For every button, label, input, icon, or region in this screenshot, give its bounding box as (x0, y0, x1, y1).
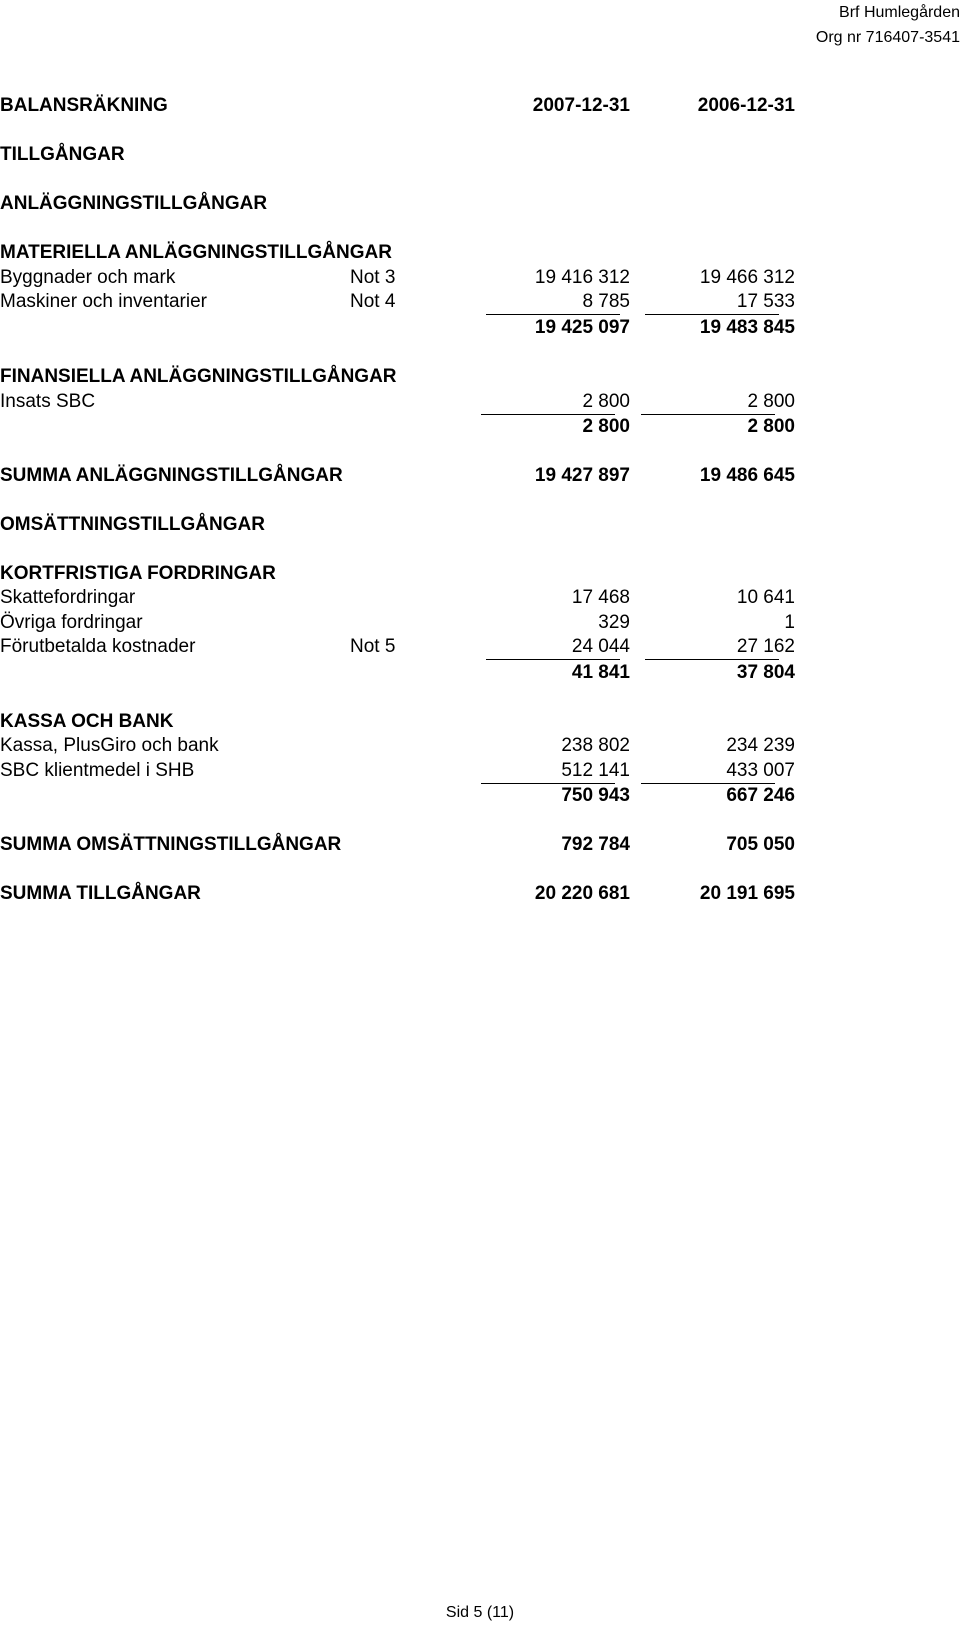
subsection-heading: KASSA OCH BANK (0, 711, 174, 732)
page-number: Sid 5 (11) (445, 1604, 515, 1621)
page-title: BALANSRÄKNING (0, 95, 168, 116)
subtotal-row: 41 841 37 804 (571, 662, 795, 683)
table-row: Maskiner och inventarier Not 4 8 785 17 533 (0, 291, 795, 312)
table-row: Insats SBC 2 800 2 800 (0, 391, 795, 412)
table-row: Förutbetalda kostnader Not 5 24 044 27 162 (0, 636, 795, 657)
table-row: Byggnader och mark Not 3 19 416 312 19 466 312 (0, 267, 795, 288)
table-row: Kassa, PlusGiro och bank 238 802 234 239 (0, 735, 795, 756)
total-row: SUMMA OMSÄTTNINGSTILLGÅNGAR 792 784 705 050 (0, 834, 795, 855)
subsection-heading: FINANSIELLA ANLÄGGNINGSTILLGÅNGAR (0, 366, 397, 387)
total-row: SUMMA ANLÄGGNINGSTILLGÅNGAR 19 427 897 19 486 645 (0, 465, 795, 486)
subtotal-row: 750 943 667 246 (561, 785, 795, 806)
grand-total-row: SUMMA TILLGÅNGAR 20 220 681 20 191 695 (0, 883, 795, 904)
title-row (0, 93, 960, 118)
column-header-2006: 2006-12-31 (697, 95, 795, 116)
subsection-heading: MATERIELLA ANLÄGGNINGSTILLGÅNGAR (0, 242, 392, 263)
page-header (0, 0, 960, 50)
company-name: Brf Humlegården (839, 4, 960, 21)
section-heading: ANLÄGGNINGSTILLGÅNGAR (0, 193, 268, 214)
org-number: Org nr 716407-3541 (815, 29, 960, 46)
subtotal-row: 19 425 097 19 483 845 (534, 317, 795, 338)
table-row: Övriga fordringar 329 1 (0, 612, 795, 633)
subtotal-row: 2 800 2 800 (582, 416, 795, 437)
table-row: SBC klientmedel i SHB 512 141 433 007 (0, 760, 795, 781)
section-heading: TILLGÅNGAR (0, 144, 125, 165)
section-heading: OMSÄTTNINGSTILLGÅNGAR (0, 514, 265, 535)
table-row: Skattefordringar 17 468 10 641 (0, 587, 795, 608)
subsection-heading: KORTFRISTIGA FORDRINGAR (0, 563, 276, 584)
column-header-2007: 2007-12-31 (532, 95, 630, 116)
